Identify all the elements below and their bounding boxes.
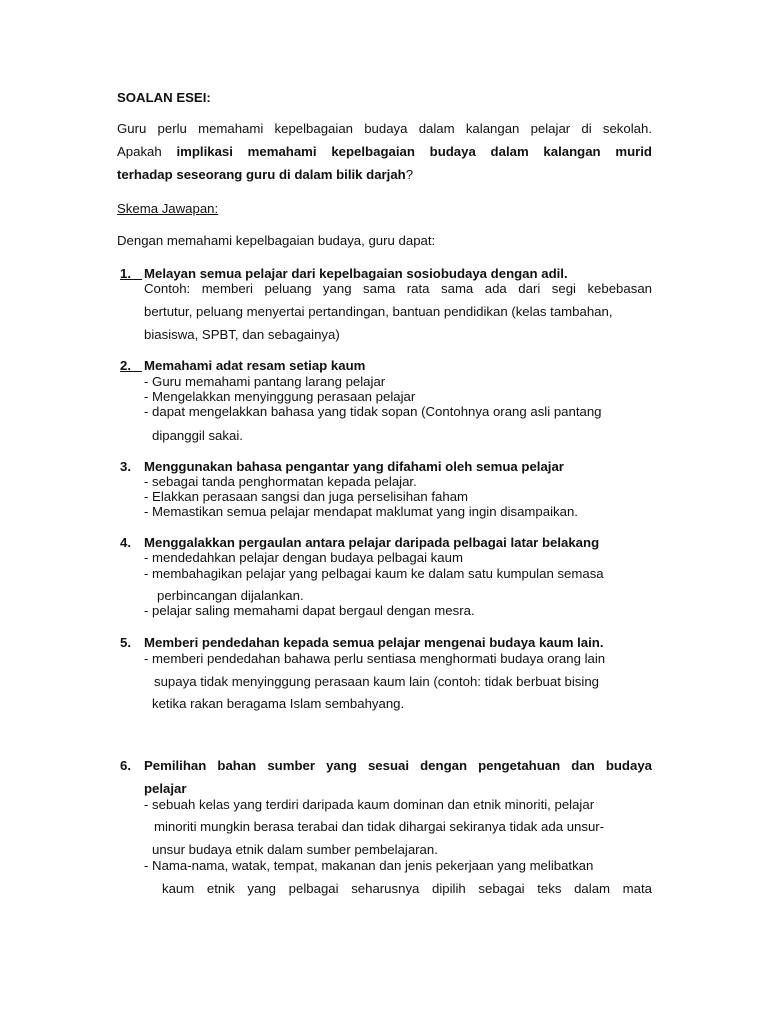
point-6-line-3: unsur budaya etnik dalam sumber pembelajaran.: [152, 842, 438, 857]
scheme-label: Skema Jawapan:: [117, 201, 219, 216]
point-2-number: 2.: [120, 358, 142, 373]
point-5-line-3: ketika rakan beragama Islam sembahyang.: [152, 696, 405, 711]
question-line-3: [117, 167, 413, 182]
point-4-line-2: - membahagikan pelajar yang pelbagai kaum ke dalam satu kumpulan semasa: [144, 566, 604, 581]
point-2-heading: Memahami adat resam setiap kaum: [144, 358, 366, 373]
point-6-line-2: minoriti mungkin berasa terabai dan tidak dihargai sekiranya tidak ada unsur-: [154, 819, 605, 834]
point-1-line-2: bertutur, peluang menyertai pertandingan, bantuan pendidikan (kelas tambahan,: [144, 304, 613, 319]
point-1-line-3: biasiswa, SPBT, dan sebagainya): [144, 327, 340, 342]
question-prefix: Apakah: [117, 144, 177, 159]
point-6-number: 6.: [120, 758, 131, 773]
point-1-line-1: Contoh: memberi peluang yang sama rata sama ada dari segi kebebasan: [144, 281, 652, 296]
point-3-line-1: - sebagai tanda penghormatan kepada pelajar.: [144, 474, 417, 489]
point-5-heading: Memberi pendedahan kepada semua pelajar mengenai budaya kaum lain.: [144, 635, 604, 650]
point-3-number: 3.: [120, 459, 131, 474]
point-6-line-4: - Nama-nama, watak, tempat, makanan dan jenis pekerjaan yang melibatkan: [144, 858, 594, 873]
point-1-heading: Melayan semua pelajar dari kepelbagaian sosiobudaya dengan adil.: [144, 266, 568, 281]
point-5-line-2: supaya tidak menyinggung perasaan kaum lain (contoh: tidak berbuat bising: [154, 674, 599, 689]
point-3-line-2: - Elakkan perasaan sangsi dan juga perselisihan faham: [144, 489, 469, 504]
point-6-line-5: kaum etnik yang pelbagai seharusnya dipilih sebagai teks dalam mata: [162, 881, 652, 896]
point-6-line-1: - sebuah kelas yang terdiri daripada kaum dominan dan etnik minoriti, pelajar: [144, 797, 595, 812]
point-5-number: 5.: [120, 635, 131, 650]
intro-text: Dengan memahami kepelbagaian budaya, guru dapat:: [117, 233, 436, 248]
point-6-heading-cont: pelajar: [144, 781, 187, 796]
point-5-line-1: - memberi pendedahan bahawa perlu sentiasa menghormati budaya orang lain: [144, 651, 606, 666]
page-title: SOALAN ESEI:: [117, 90, 211, 105]
point-3-heading: Menggunakan bahasa pengantar yang difahami oleh semua pelajar: [144, 459, 564, 474]
point-4-number: 4.: [120, 535, 131, 550]
point-4-heading: Menggalakkan pergaulan antara pelajar daripada pelbagai latar belakang: [144, 535, 600, 550]
point-4-line-1: - mendedahkan pelajar dengan budaya pelbagai kaum: [144, 550, 463, 565]
point-2-line-1: - Guru memahami pantang larang pelajar: [144, 374, 386, 389]
point-2-line-3: - dapat mengelakkan bahasa yang tidak sopan (Contohnya orang asli pantang: [144, 404, 602, 419]
point-2-line-4: dipanggil sakai.: [152, 428, 243, 443]
point-6-heading: Pemilihan bahan sumber yang sesuai dengan pengetahuan dan budaya: [144, 758, 652, 773]
question-line-1: Guru perlu memahami kepelbagaian budaya dalam kalangan pelajar di sekolah.: [117, 121, 652, 136]
question-line-2: [117, 144, 652, 159]
point-4-line-3: perbincangan dijalankan.: [157, 588, 304, 603]
point-2-line-2: - Mengelakkan menyinggung perasaan pelajar: [144, 389, 416, 404]
question-emphasis-1: implikasi memahami kepelbagaian budaya dalam kalangan murid: [176, 144, 652, 159]
question-mark: ?: [405, 167, 414, 182]
point-3-line-3: - Memastikan semua pelajar mendapat maklumat yang ingin disampaikan.: [144, 504, 578, 519]
point-1-number: 1.: [120, 266, 142, 281]
point-4-line-4: - pelajar saling memahami dapat bergaul dengan mesra.: [144, 603, 475, 618]
question-emphasis-2: terhadap seseorang guru di dalam bilik darjah: [117, 167, 406, 182]
